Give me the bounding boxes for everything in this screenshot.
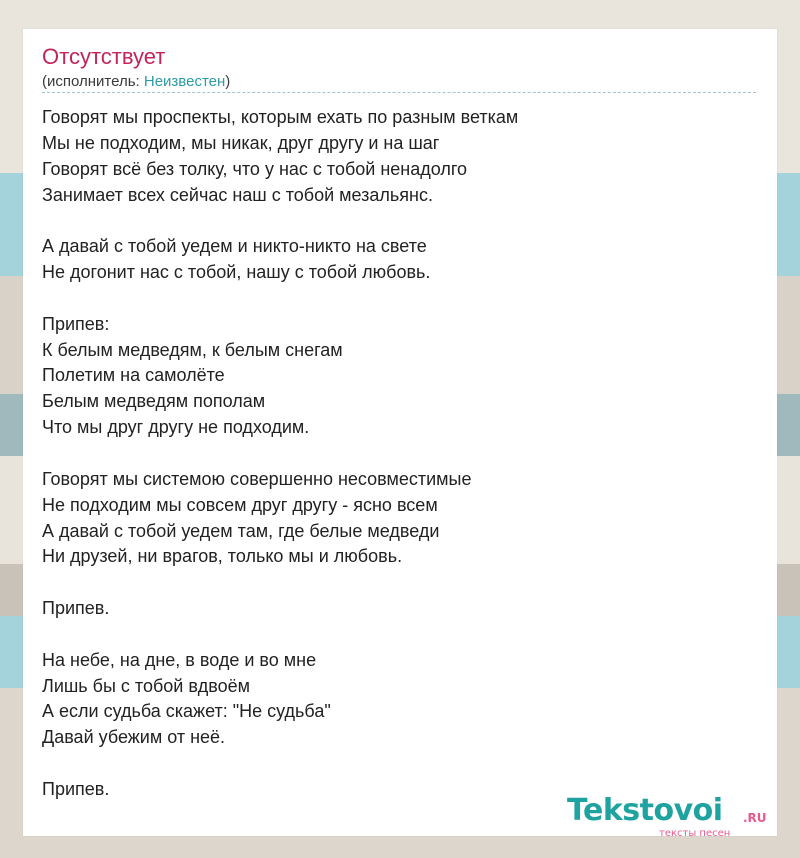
artist-link[interactable]: Неизвестен [143,73,226,90]
artist-prefix: (исполнитель: [42,73,144,90]
lyrics-line: А давай с тобой уедем и никто-никто на свете [42,236,427,257]
artist-suffix: ) [225,73,231,90]
title-divider [42,92,756,93]
lyrics-line: К белым медведям, к белым снегам [42,339,343,360]
lyrics-text [42,105,762,803]
lyrics-blank-line [42,622,762,648]
lyrics-line: Говорят мы проспекты, которым ехать по разным веткам [42,107,519,127]
lyrics-blank-line [42,751,762,777]
lyrics-blank-line [42,570,762,596]
lyrics-blank-line [42,441,762,467]
artist-line [42,72,230,92]
logo-tagline: тексты песен [659,828,731,839]
logo-tld: .RU [743,811,767,825]
lyrics-line: Ни друзей, ни врагов, только мы и любовь. [42,546,403,567]
lyrics-line: А давай с тобой уедем там, где белые медведи [42,520,440,541]
lyrics-line: На небе, на дне, в воде и во мне [42,649,317,670]
lyrics-line: А если судьба скажет: "Не судьба" [42,701,331,722]
lyrics-line: Припев. [42,778,110,799]
lyrics-line: Не догонит нас с тобой, нашу с тобой любовь. [42,262,431,283]
lyrics-line: Что мы друг другу не подходим. [42,417,310,438]
lyrics-blank-line [42,208,762,234]
lyrics-line: Полетим на самолёте [42,365,225,386]
lyrics-blank-line [42,286,762,312]
logo-name: Tekstovoi [567,793,723,828]
lyrics-line: Припев: [42,313,110,334]
lyrics-line: Не подходим мы совсем друг другу - ясно всем [42,494,438,515]
lyrics-line: Говорят мы системою совершенно несовместимые [42,468,472,489]
site-logo[interactable] [567,793,777,843]
lyrics-line: Лишь бы с тобой вдвоём [42,675,250,696]
lyrics-line: Белым медведям пополам [42,391,266,412]
lyrics-line: Занимает всех сейчас наш с тобой мезальянс. [42,184,433,205]
lyrics-line: Припев. [42,598,110,619]
lyrics-line: Давай убежим от неё. [42,727,226,748]
lyrics-line: Говорят всё без толку, что у нас с тобой ненадолго [42,158,468,179]
song-title: Отсутствует [42,44,166,69]
lyrics-card [23,29,777,836]
lyrics-line: Мы не подходим, мы никак, друг другу и на шаг [42,132,440,153]
